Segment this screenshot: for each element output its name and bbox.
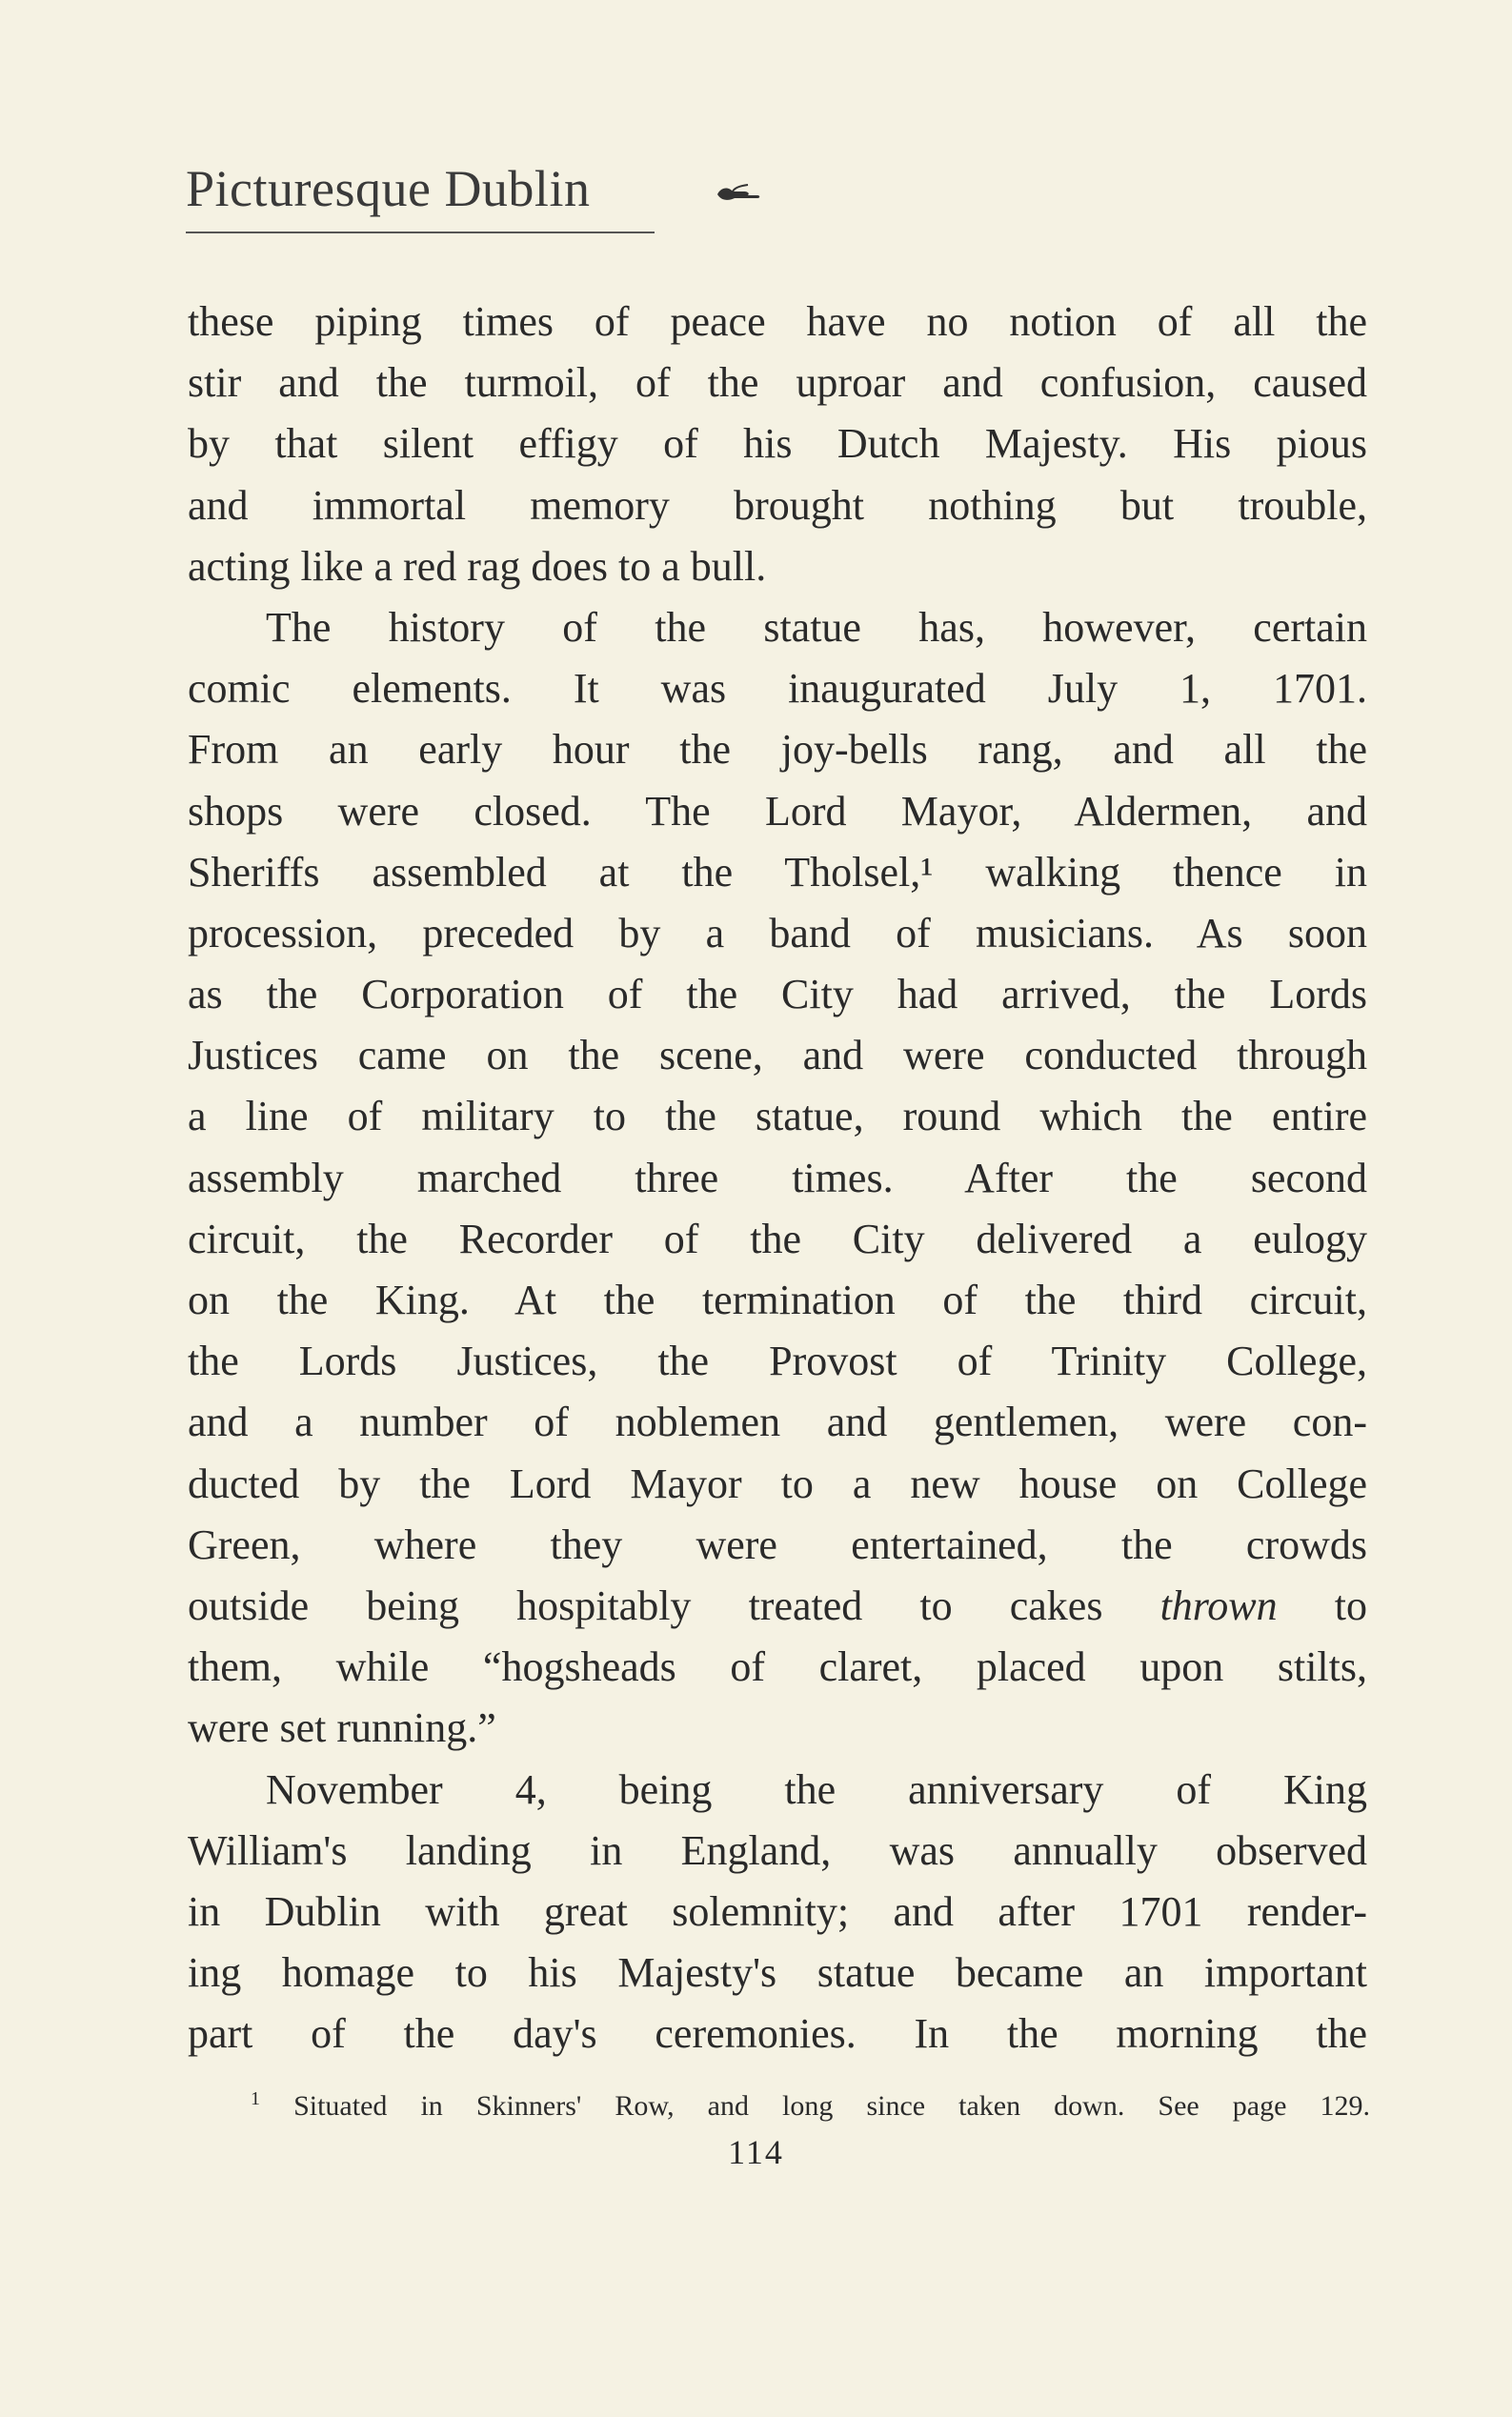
text-line: acting like a red rag does to a bull. xyxy=(188,542,767,590)
running-head: Picturesque Dublin xyxy=(186,160,591,217)
footnote-marker: 1 xyxy=(251,2088,260,2109)
text-line: and immortal memory brought nothing but trouble, xyxy=(188,481,1367,529)
text-line: Green, where they were entertained, the crowds xyxy=(188,1521,1367,1568)
text-line: assembly marched three times. After the second xyxy=(188,1154,1367,1201)
emphasis-word: thrown xyxy=(1159,1581,1278,1629)
text-line: Justices came on the scene, and were conducted through xyxy=(188,1032,1367,1079)
text-line: the Lords Justices, the Provost of Trinity College, xyxy=(188,1338,1367,1385)
page-header xyxy=(186,154,655,231)
text-line: were set running.” xyxy=(188,1704,496,1752)
text-line: ducted by the Lord Mayor to a new house on College xyxy=(188,1460,1367,1507)
text-line: on the King. At the termination of the third circuit, xyxy=(188,1277,1367,1323)
text-line: The history of the statue has, however, certain xyxy=(266,603,1367,651)
text-line: shops were closed. The Lord Mayor, Aldermen, and xyxy=(188,787,1367,835)
text-line: part of the day's ceremonies. In the morning the xyxy=(188,2010,1367,2058)
text-line: by that silent effigy of his Dutch Majesty. His pious xyxy=(188,420,1367,468)
text-line: as the Corporation of the City had arrived, the Lords xyxy=(188,971,1367,1018)
text-line: stir and the turmoil, of the uproar and confusion, caused xyxy=(188,359,1367,407)
footnote xyxy=(251,2080,1370,2125)
hand-pointer-ornament-icon xyxy=(716,183,761,204)
text-line: Sheriffs assembled at the Tholsel,¹ walking thence in xyxy=(188,848,1367,896)
text-line: them, while “hogsheads of claret, placed upon stilts, xyxy=(188,1643,1367,1691)
text-line: ing homage to his Majesty's statue became an important xyxy=(188,1949,1367,1997)
text-line: comic elements. It was inaugurated July 1, 1701. xyxy=(188,665,1367,713)
header-rule xyxy=(186,232,655,233)
text-line: these piping times of peace have no notion of all the xyxy=(188,298,1367,345)
text-line: in Dublin with great solemnity; and after 1701 render- xyxy=(188,1887,1367,1935)
text-line: a line of military to the statue, round which the entire xyxy=(188,1093,1367,1140)
text-line: William's landing in England, was annually observed xyxy=(188,1826,1367,1874)
body-text xyxy=(188,292,1367,2065)
footnote-text: Situated in Skinners' Row, and long since taken down. See page 129. xyxy=(293,2090,1371,2122)
text-line: From an early hour the joy-bells rang, and all the xyxy=(188,726,1367,774)
text-line: November 4, being the anniversary of King xyxy=(266,1765,1367,1813)
text-line: circuit, the Recorder of the City delivered a eulogy xyxy=(188,1215,1367,1262)
text-line: outside being hospitably treated to cakes thrown to xyxy=(188,1581,1367,1629)
text-line: and a number of noblemen and gentlemen, were con- xyxy=(188,1399,1367,1446)
page-number: 114 xyxy=(728,2133,784,2171)
text-line: procession, preceded by a band of musicians. As soon xyxy=(188,909,1367,957)
